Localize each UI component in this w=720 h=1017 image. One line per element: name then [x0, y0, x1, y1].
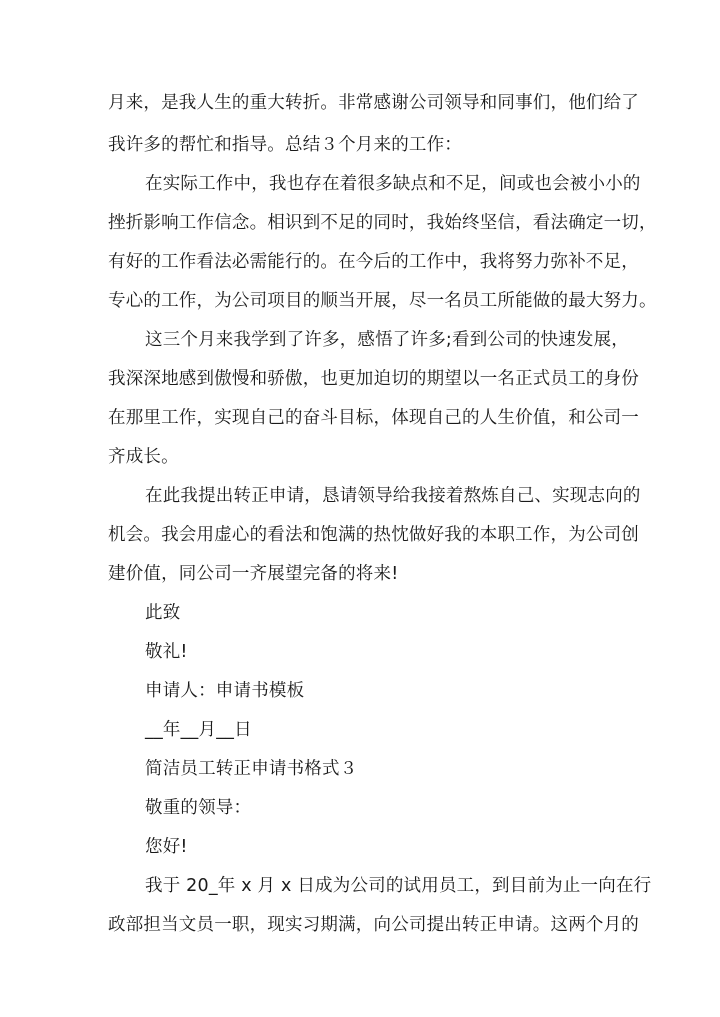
- closing-line: 敬礼!: [145, 642, 188, 662]
- paragraph-line: 专心的工作，为公司项目的顺当开展，尽一名员工所能做的最大努力。: [108, 291, 657, 311]
- paragraph-line: 政部担当文员一职，现实习期满，向公司提出转正申请。这两个月的: [108, 915, 639, 935]
- salutation-line: 敬重的领导：: [145, 798, 252, 818]
- greeting-line: 您好!: [145, 837, 188, 857]
- paragraph-line: 挫折影响工作信念。相识到不足的同时，我始终坚信，看法确定一切，: [108, 213, 657, 233]
- date-line: __年__月__日: [145, 720, 252, 740]
- paragraph-line: 在实际工作中，我也存在着很多缺点和不足，间或也会被小小的: [145, 174, 641, 194]
- paragraph-line: 建价值，同公司一齐展望完备的将来!: [108, 564, 399, 584]
- paragraph-line: 在那里工作，实现自己的奋斗目标，体现自己的人生价值，和公司一: [108, 408, 639, 428]
- applicant-line: 申请人：申请书模板: [145, 681, 305, 701]
- paragraph-line: 在此我提出转正申请，恳请领导给我接着熬炼自己、实现志向的: [145, 486, 641, 506]
- paragraph-line: 我许多的帮忙和指导。总结３个月来的工作：: [108, 135, 462, 155]
- paragraph-line: 齐成长。: [108, 447, 179, 467]
- closing-line: 此致: [145, 603, 181, 623]
- paragraph-line: 我深深地感到傲慢和骄傲，也更加迫切的期望以一名正式员工的身份: [108, 369, 639, 389]
- paragraph-line: 月来，是我人生的重大转折。非常感谢公司领导和同事们，他们给了: [108, 93, 639, 113]
- section-title: 简洁员工转正申请书格式３: [145, 759, 358, 779]
- paragraph-line: 这三个月来我学到了许多，感悟了许多;看到公司的快速发展，: [145, 330, 629, 350]
- paragraph-line: 我于 20_年 x 月 x 日成为公司的试用员工，到目前为止一向在行: [145, 876, 652, 896]
- paragraph-line: 机会。我会用虚心的看法和饱满的热忱做好我的本职工作，为公司创: [108, 525, 639, 545]
- paragraph-line: 有好的工作看法必需能行的。在今后的工作中，我将努力弥补不足，: [108, 252, 639, 272]
